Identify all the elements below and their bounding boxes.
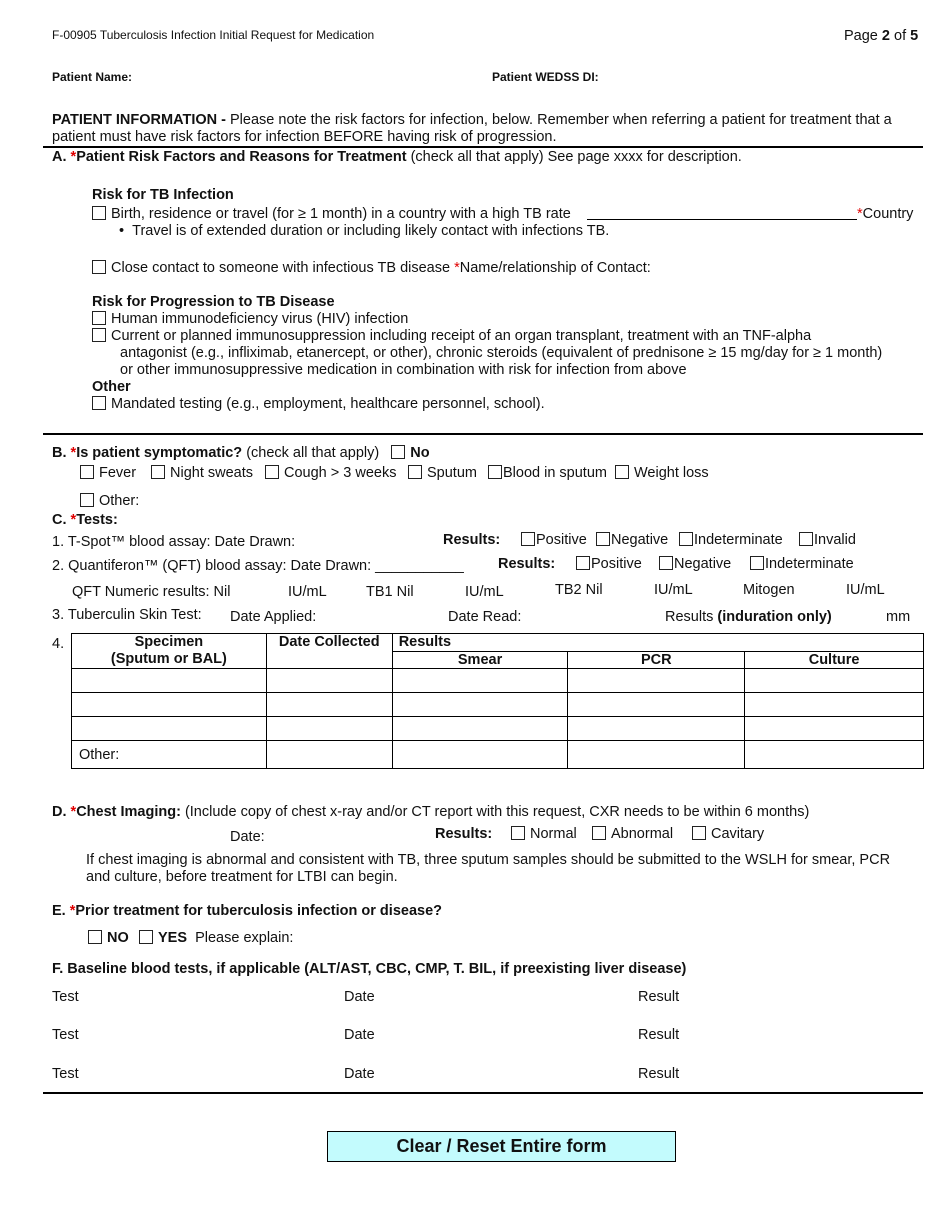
section-c-heading: C. *Tests:	[52, 512, 118, 528]
table-cell[interactable]	[745, 669, 924, 693]
other-symptom-checkbox[interactable]	[80, 493, 94, 507]
tspot-negative-checkbox[interactable]	[596, 532, 610, 546]
risk-infection-heading: Risk for TB Infection	[92, 187, 234, 203]
specimen-header: Specimen (Sputum or BAL)	[72, 634, 267, 669]
cough-checkbox[interactable]	[265, 465, 279, 479]
table-cell[interactable]	[266, 693, 392, 717]
divider	[43, 146, 923, 148]
travel-note: • Travel is of extended duration or including likely contact with infections TB.	[119, 223, 610, 239]
clear-reset-button[interactable]: Clear / Reset Entire form	[327, 1131, 676, 1162]
birth-residence-checkbox[interactable]	[92, 206, 106, 220]
divider	[43, 1092, 923, 1094]
tspot-invalid-checkbox[interactable]	[799, 532, 813, 546]
immunosuppression-option: Current or planned immunosuppression including receipt of an organ transplant, treatment with an TNF-alpha	[92, 328, 811, 344]
table-cell[interactable]	[745, 741, 924, 769]
section-b-heading: B. *Is patient symptomatic? (check all that apply) No	[52, 445, 430, 461]
chest-cavitary: Cavitary	[692, 826, 764, 842]
table-cell[interactable]	[392, 717, 568, 741]
hiv-checkbox[interactable]	[92, 311, 106, 325]
risk-progression-heading: Risk for Progression to TB Disease	[92, 294, 335, 310]
mandated-testing-option: Mandated testing (e.g., employment, healthcare personnel, school).	[92, 396, 545, 412]
qft-positive: Positive	[576, 556, 642, 572]
blood-test-result-label: Result	[638, 989, 680, 1005]
immunosuppression-checkbox[interactable]	[92, 328, 106, 342]
table-cell[interactable]	[72, 693, 267, 717]
symptom-blood-in-sputum: Blood in sputum	[488, 465, 607, 481]
tspot-negative: Negative	[596, 532, 668, 548]
table-cell[interactable]	[392, 693, 568, 717]
chest-results-label: Results:	[435, 826, 493, 842]
table-cell[interactable]	[568, 741, 745, 769]
table-row	[72, 717, 924, 741]
prior-treatment-no: NO	[88, 930, 129, 946]
chest-normal: Normal	[511, 826, 577, 842]
symptom-sputum: Sputum	[408, 465, 477, 481]
divider	[43, 433, 923, 435]
immunosuppression-line-3: or other immunosuppressive medication in combination with risk for infection from above	[120, 362, 687, 378]
blood-test-label: Test	[52, 1027, 79, 1043]
prior-treatment-no-checkbox[interactable]	[88, 930, 102, 944]
qft-label: 2. Quantiferon™ (QFT) blood assay: Date Drawn: ___________	[52, 558, 464, 574]
not-symptomatic-checkbox[interactable]	[391, 445, 405, 459]
table-cell[interactable]	[392, 669, 568, 693]
qft-negative-checkbox[interactable]	[659, 556, 673, 570]
qft-numeric-label: QFT Numeric results: Nil	[72, 584, 231, 600]
qft-results-label: Results:	[498, 556, 556, 572]
close-contact-option: Close contact to someone with infectious TB disease *Name/relationship of Contact:	[92, 260, 651, 276]
mandated-testing-checkbox[interactable]	[92, 396, 106, 410]
tst-date-applied: Date Applied:	[230, 609, 317, 625]
smear-header: Smear	[392, 651, 568, 669]
specimen-table-number: 4.	[52, 636, 65, 652]
date-collected-header: Date Collected	[266, 634, 392, 669]
tst-date-read: Date Read:	[448, 609, 522, 625]
table-cell[interactable]	[568, 717, 745, 741]
symptom-weight-loss: Weight loss	[615, 465, 709, 481]
blood-test-label: Test	[52, 1066, 79, 1082]
table-cell[interactable]	[72, 669, 267, 693]
tspot-label: 1. T-Spot™ blood assay: Date Drawn:	[52, 534, 296, 550]
tspot-invalid: Invalid	[799, 532, 856, 548]
tspot-results-label: Results:	[443, 532, 501, 548]
tspot-indeterminate-checkbox[interactable]	[679, 532, 693, 546]
tspot-positive: Positive	[521, 532, 587, 548]
qft-unit-1: IU/mL	[288, 584, 327, 600]
blood-in-sputum-checkbox[interactable]	[488, 465, 502, 479]
immunosuppression-line-2: antagonist (e.g., infliximab, etanercept, or other), chronic steroids (equivalent of prednisone ≥ 15 mg/day for ≥ 1 month)	[120, 345, 883, 361]
qft-tb2-label: TB2 Nil	[555, 582, 603, 598]
section-f-heading: F. Baseline blood tests, if applicable (ALT/AST, CBC, CMP, T. BIL, if preexisting liver disease)	[52, 961, 687, 977]
blood-test-result-label: Result	[638, 1066, 680, 1082]
qft-unit-3: IU/mL	[654, 582, 693, 598]
symptom-night-sweats: Night sweats	[151, 465, 253, 481]
patient-information-intro: PATIENT INFORMATION - Please note the risk factors for infection, below. Remember when referring a patient for treatment that a patient must have risk factors for infection BEFORE having risk of progression.	[52, 112, 892, 145]
qft-unit-4: IU/mL	[846, 582, 885, 598]
chest-date-label: Date:	[230, 829, 265, 845]
culture-header: Culture	[745, 651, 924, 669]
prior-treatment-yes-checkbox[interactable]	[139, 930, 153, 944]
birth-residence-option: Birth, residence or travel (for ≥ 1 month) in a country with a high TB rate	[92, 206, 571, 222]
qft-indeterminate-checkbox[interactable]	[750, 556, 764, 570]
prior-treatment-yes: YES Please explain:	[139, 930, 293, 946]
section-e-heading: E. *Prior treatment for tuberculosis infection or disease?	[52, 903, 442, 919]
table-row	[72, 669, 924, 693]
table-cell[interactable]	[266, 741, 392, 769]
weight-loss-checkbox[interactable]	[615, 465, 629, 479]
tst-label: 3. Tuberculin Skin Test:	[52, 607, 202, 623]
section-a-heading: A. *Patient Risk Factors and Reasons for Treatment (check all that apply) See page xxxx for description.	[52, 149, 742, 165]
symptom-other: Other:	[80, 493, 139, 509]
close-contact-checkbox[interactable]	[92, 260, 106, 274]
table-cell[interactable]	[745, 717, 924, 741]
qft-mitogen-label: Mitogen	[743, 582, 795, 598]
country-input[interactable]	[587, 219, 857, 220]
patient-wedss-label: Patient WEDSS DI:	[492, 70, 599, 84]
qft-unit-2: IU/mL	[465, 584, 504, 600]
qft-positive-checkbox[interactable]	[576, 556, 590, 570]
table-row	[72, 693, 924, 717]
table-cell[interactable]	[392, 741, 568, 769]
blood-test-date-label: Date	[344, 1027, 375, 1043]
table-cell[interactable]	[568, 669, 745, 693]
table-cell[interactable]	[568, 693, 745, 717]
chest-normal-checkbox[interactable]	[511, 826, 525, 840]
page-indicator: Page 2 of 5	[844, 28, 919, 44]
sputum-checkbox[interactable]	[408, 465, 422, 479]
form-title: F-00905 Tuberculosis Infection Initial Request for Medication	[52, 28, 375, 42]
night-sweats-checkbox[interactable]	[151, 465, 165, 479]
qft-indeterminate: Indeterminate	[750, 556, 854, 572]
tspot-indeterminate: Indeterminate	[679, 532, 783, 548]
pcr-header: PCR	[568, 651, 745, 669]
table-cell[interactable]	[745, 693, 924, 717]
qft-negative: Negative	[659, 556, 731, 572]
blood-test-result-label: Result	[638, 1027, 680, 1043]
chest-abnormal: Abnormal	[592, 826, 673, 842]
table-cell[interactable]	[72, 717, 267, 741]
table-cell[interactable]	[266, 717, 392, 741]
hiv-option: Human immunodeficiency virus (HIV) infection	[92, 311, 408, 327]
other-specimen-cell[interactable]: Other:	[72, 741, 267, 769]
table-cell[interactable]	[266, 669, 392, 693]
blood-test-label: Test	[52, 989, 79, 1005]
chest-cavitary-checkbox[interactable]	[692, 826, 706, 840]
blood-test-date-label: Date	[344, 1066, 375, 1082]
tst-results-label: Results (induration only)	[665, 609, 832, 625]
country-label: *Country	[857, 206, 914, 222]
section-d-heading: D. *Chest Imaging: (Include copy of chest x-ray and/or CT report with this request, CXR needs to be within 6 months)	[52, 804, 810, 820]
blood-test-date-label: Date	[344, 989, 375, 1005]
patient-name-label: Patient Name:	[52, 70, 133, 84]
symptom-fever: Fever	[80, 465, 136, 481]
other-heading: Other	[92, 379, 131, 395]
symptom-cough: Cough > 3 weeks	[265, 465, 396, 481]
qft-tb1-label: TB1 Nil	[366, 584, 414, 600]
tst-unit: mm	[886, 609, 911, 625]
chest-abnormal-checkbox[interactable]	[592, 826, 606, 840]
results-header: Results	[392, 634, 923, 652]
chest-imaging-info: If chest imaging is abnormal and consistent with TB, three sputum samples should be submitted to the WSLH for smear, PCR and culture, before treatment for LTBI can begin.	[86, 852, 891, 885]
table-row-other	[72, 741, 924, 769]
specimen-table	[71, 633, 924, 769]
fever-checkbox[interactable]	[80, 465, 94, 479]
tspot-positive-checkbox[interactable]	[521, 532, 535, 546]
